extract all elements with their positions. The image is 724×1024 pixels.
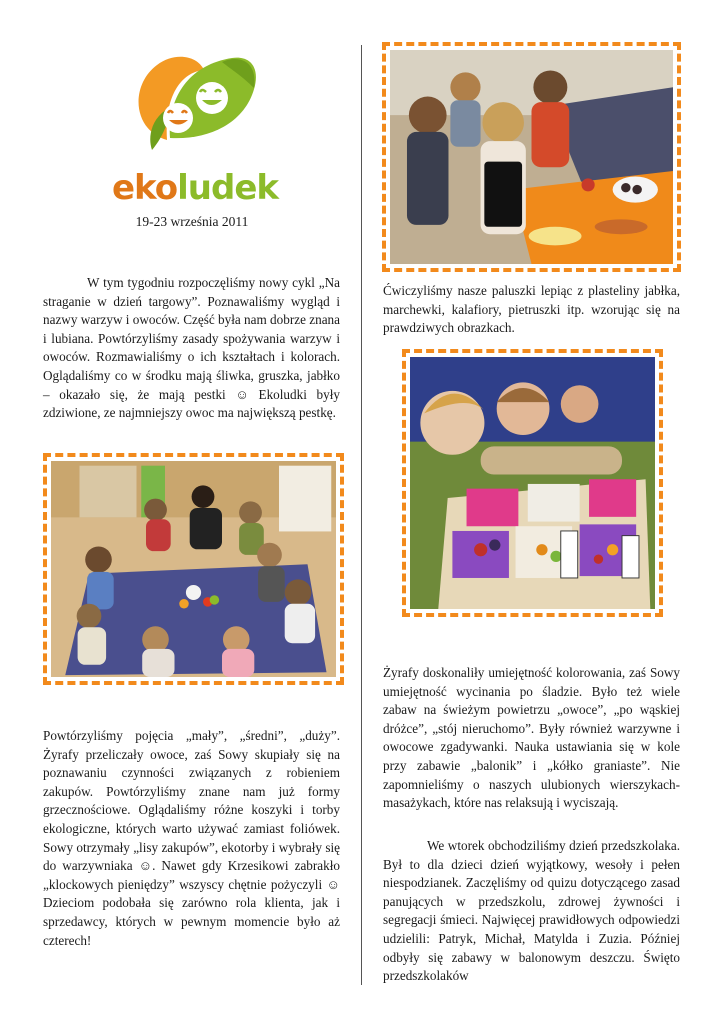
column-divider xyxy=(361,45,362,985)
paragraph-plasticine: Ćwiczyliśmy nasze paluszki lepiąc z plasteliny jabłka, marchewki, kalafiory, pietruszki itp. wzorując się na prawdziwych obrazkach. xyxy=(383,283,680,336)
brand-wordmark xyxy=(112,168,278,208)
brand-ludek: ludek xyxy=(177,168,278,208)
photo-children-table xyxy=(382,42,681,272)
paragraph-sizes: Powtórzyliśmy pojęcia „mały”, „średni”, „duży”. Żyrafy przeliczały owoce, zaś Sowy skupiały się na poznawaniu czynności związanych z robieniem zakupów. Powtórzyliśmy znane nam już formy grzecznościowe. Oglądaliśmy różne koszyki i torby ekologiczne, których warto używać zamiast foliówek. Sowy otrzymały „lisy zakupów”, ekotorby i wybrały się do warzywniaka ☺. Nawet gdy Krzesikowi zabrakło „klockowych pieniędzy” wszyscy chętnie pożyczyli ☺ Dzieciom podobała się zarówno rola klienta, jak i sprzedawcy, których w pewnym momencie było aż czterech! xyxy=(43,728,340,948)
brand-eko: eko xyxy=(112,168,178,208)
paragraph-preschool-day: We wtorek obchodziliśmy dzień przedszkolaka. Był to dla dzieci dzień wyjątkowy, wesoły i pełen niespodzianek. Zaczęliśmy od quizu dotyczącego zasad panujących w przedszkolu, zdrowej żywności i segregacji śmieci. Najwięcej prawidłowych odpowiedzi udzielili: Patryk, Michał, Matylda i Zuzia. Później odbyły się zabawy w balonowym deszczu. Święto przedszkolaków xyxy=(383,838,680,984)
paragraph-intro: W tym tygodniu rozpoczęliśmy nowy cykl „Na straganie w dzień targowy”. Poznawaliśmy wygląd i nazwy warzyw i owoców. Część była nam dobrze znana i lubiana. Powtórzyliśmy zasady spożywania warzyw i owoców. Rozmawialiśmy o ich kształtach i kolorach. Oglądaliśmy co w środku mają śliwka, gruszka, jabłko – okazało się, że mają pestki ☺ Ekoludki były zdziwione, ze najmniejszy owoc ma największą pestkę. xyxy=(43,275,340,421)
photo-plasticine-boards xyxy=(402,349,663,617)
paragraph-activities: Żyrafy doskonaliły umiejętność kolorowania, zaś Sowy umiejętność wycinania po śladzie. Było też wiele zabaw na świeżym powietrzu „owoce”, „po wąskiej dróżce”, „stój nieruchomo”. Były również warzywne i owocowe zgadywanki. Nauka ustawiania się w kole przy zabawie „balonik” i „kółko graniaste”. Nie zapomnieliśmy o naszych ulubionych wierszykach-masażykach, które nas relaksują i wyciszają. xyxy=(383,665,680,811)
photo-children-circle xyxy=(43,453,344,685)
date-range: 19-23 września 2011 xyxy=(135,214,249,229)
